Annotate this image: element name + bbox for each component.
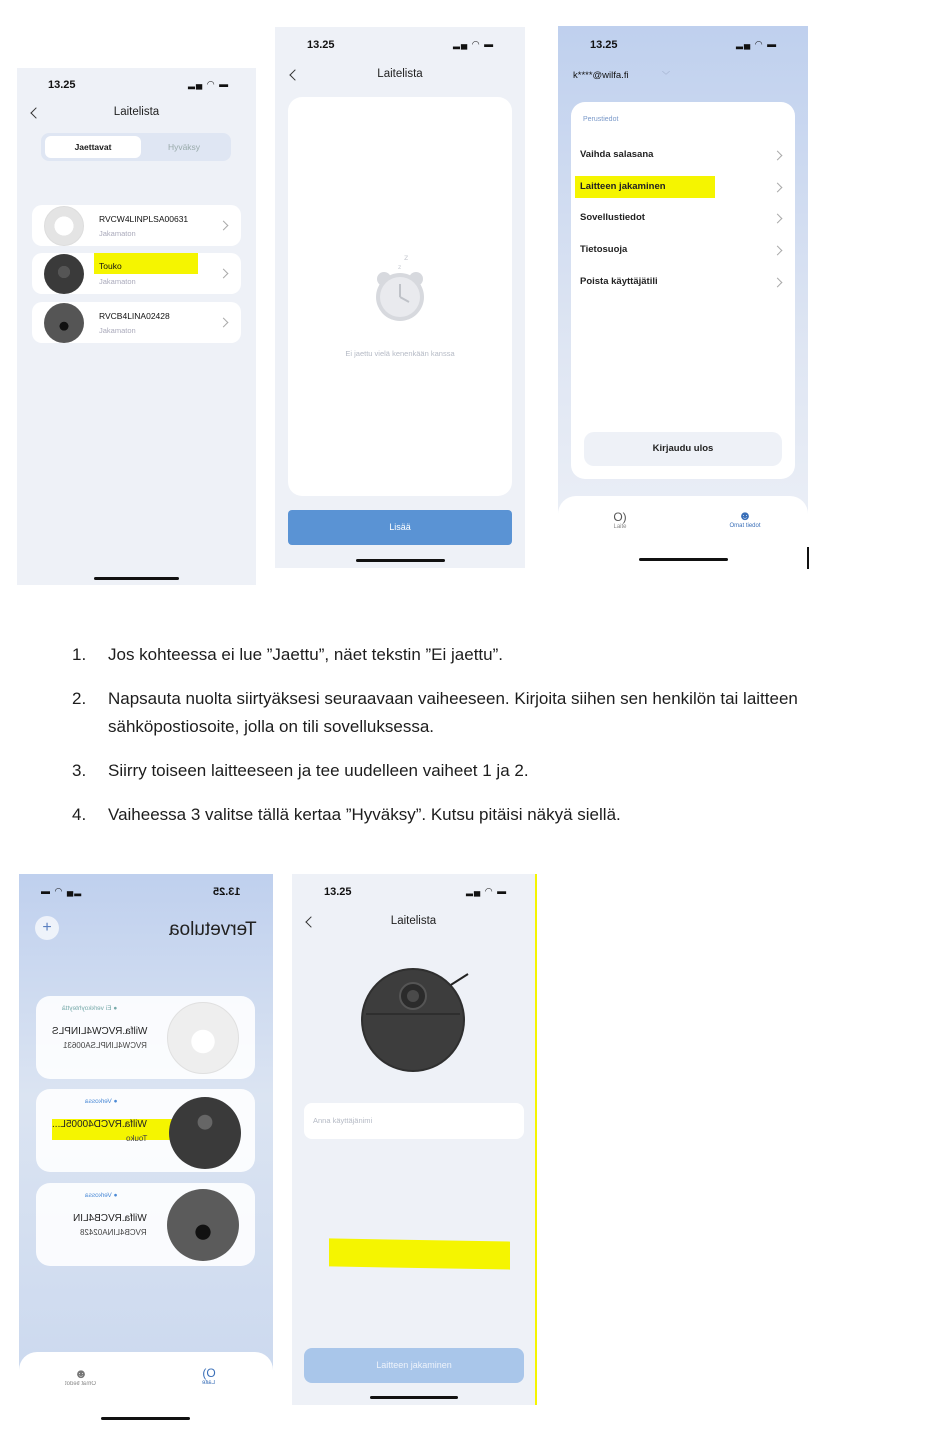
screenshot-profile	[558, 26, 808, 571]
tab-bar	[558, 496, 808, 571]
status-time: 13.25	[590, 39, 618, 51]
robot-white-icon	[44, 206, 84, 246]
chevron-right-icon	[773, 246, 783, 256]
logout-button[interactable]: Kirjaudu ulos	[584, 432, 782, 466]
chevron-right-icon	[219, 269, 229, 279]
tab-bar	[19, 1352, 273, 1429]
status-time: 13.25	[213, 886, 241, 898]
list-item	[72, 641, 922, 669]
chevron-right-icon	[773, 278, 783, 288]
device-name: Touko	[99, 261, 122, 271]
settings-card	[571, 102, 795, 479]
robot-black-icon	[44, 254, 84, 294]
list-item	[72, 801, 922, 829]
add-icon[interactable]: +	[35, 916, 59, 940]
robot-black-icon	[169, 1097, 241, 1169]
device-card[interactable]	[36, 1089, 255, 1172]
tab-label: Omat tiedot	[65, 1381, 97, 1387]
page-title: Laitelista	[390, 915, 437, 927]
tab-device[interactable]	[189, 1366, 229, 1386]
menu-delete-account[interactable]: Poista käyttäjätili	[580, 276, 658, 287]
chevron-right-icon	[773, 214, 783, 224]
device-card[interactable]	[36, 1183, 255, 1266]
home-indicator	[94, 577, 179, 580]
device-status: Jakamaton	[99, 277, 136, 286]
tab-device[interactable]	[600, 510, 640, 530]
list-item	[72, 685, 922, 741]
svg-text:z: z	[404, 253, 409, 262]
robot-white-icon	[167, 1002, 239, 1074]
step-text: Vaiheessa 3 valitse tällä kertaa ”Hyväksy”. Kutsu pitäisi näkyä siellä.	[108, 805, 621, 824]
add-button[interactable]: Lisää	[288, 510, 512, 545]
menu-privacy[interactable]: Tietosuoja	[580, 244, 628, 255]
device-status: ● Verkossa	[84, 1098, 117, 1105]
instruction-list	[72, 641, 922, 845]
share-list-card	[288, 97, 512, 496]
screenshot-share-device	[292, 874, 537, 1405]
device-status: ● Ei verkkoyhteyttä	[61, 1005, 117, 1012]
device-name: Wilfa.RVCD40005L...	[52, 1119, 147, 1130]
device-row[interactable]	[32, 205, 241, 246]
status-time: 13.25	[307, 39, 335, 51]
status-icons: ▂▄ ◠ ▬	[453, 39, 495, 49]
device-status: ● Verkossa	[84, 1192, 117, 1199]
robot-grey-icon	[167, 1189, 239, 1261]
page-title: Laitelista	[113, 106, 160, 118]
device-row[interactable]	[32, 253, 241, 294]
device-id: Touko	[125, 1134, 147, 1143]
tab-profile[interactable]	[723, 508, 767, 529]
step-number: 2.	[72, 689, 87, 708]
tab-label: Omat tiedot	[729, 523, 761, 529]
alarm-clock-icon	[368, 247, 432, 327]
home-indicator	[101, 1417, 190, 1420]
status-icons: ▂▄ ◠ ▬	[188, 79, 230, 89]
robot-grey-icon	[44, 303, 84, 343]
status-icons: ▂▄ ◠ ▬	[736, 39, 778, 49]
list-item	[72, 757, 922, 785]
user-icon: ☻	[738, 508, 752, 523]
empty-state-text: Ei jaettu vielä kenenkään kanssa	[345, 349, 455, 358]
home-indicator	[370, 1396, 458, 1399]
step-text: Siirry toiseen laitteeseen ja tee uudelleen vaiheet 1 ja 2.	[108, 761, 529, 780]
segmented-control	[41, 133, 231, 161]
status-icons: ▂▄ ◠ ▬	[466, 886, 508, 896]
account-email: k****@wilfa.fi	[573, 70, 629, 81]
robot-vacuum-icon	[356, 962, 476, 1074]
device-name: RVCW4LINPLSA00631	[99, 214, 189, 224]
status-time: 13.25	[48, 79, 76, 91]
step-number: 4.	[72, 805, 87, 824]
step-text: Napsauta nuolta siirtyäksesi seuraavaan vaiheeseen. Kirjoita siihen sen henkilön tai laitteen sähköpostiosoite, jolla on tili sovelluksessa.	[108, 689, 798, 736]
robot-icon: (O	[202, 1366, 216, 1380]
device-id: RVCB4LINA02428	[80, 1228, 147, 1237]
menu-change-password[interactable]: Vaihda salasana	[580, 149, 654, 160]
home-indicator	[639, 558, 728, 561]
tab-label: Laite	[613, 524, 627, 530]
status-time: 13.25	[324, 886, 352, 898]
chevron-right-icon	[219, 318, 229, 328]
tab-jaettavat[interactable]: Jaettavat	[45, 136, 141, 158]
divider	[807, 547, 809, 569]
device-status: Jakamaton	[99, 229, 136, 238]
section-title: Perustiedot	[583, 116, 619, 123]
page-title: Laitelista	[377, 68, 423, 80]
robot-icon: O)	[613, 510, 627, 524]
step-number: 3.	[72, 761, 87, 780]
user-icon: ☻	[74, 1366, 88, 1381]
chevron-right-icon	[219, 221, 229, 231]
highlight-mark	[329, 1238, 510, 1269]
chevron-right-icon	[773, 151, 783, 161]
device-name: Wilfa.RVCB4LIN	[73, 1213, 147, 1224]
tab-label: Laite	[202, 1380, 216, 1386]
device-row[interactable]	[32, 302, 241, 343]
home-indicator	[356, 559, 445, 562]
screenshot-share-list	[275, 27, 525, 568]
device-name: Wilfa.RVCW4LINPLS	[51, 1026, 147, 1037]
device-name: RVCB4LINA02428	[99, 311, 170, 321]
menu-device-sharing[interactable]: Laitteen jakaminen	[580, 181, 666, 192]
device-card[interactable]	[36, 996, 255, 1079]
chevron-right-icon	[773, 183, 783, 193]
chevron-down-icon[interactable]: ﹀	[662, 71, 670, 80]
page-title: Tervetuloa	[169, 919, 257, 940]
username-input[interactable]: Anna käyttäjänimi	[304, 1103, 524, 1139]
step-text: Jos kohteessa ei lue ”Jaettu”, näet tekstin ”Ei jaettu”.	[108, 645, 503, 664]
svg-text:z: z	[398, 264, 402, 271]
screenshot-device-list	[17, 68, 256, 585]
tab-profile[interactable]	[59, 1366, 103, 1387]
device-status: Jakamaton	[99, 326, 136, 335]
menu-app-info[interactable]: Sovellustiedot	[580, 212, 645, 223]
device-id: RVCW4LINPLSA00631	[63, 1041, 147, 1050]
status-icons: ▬ ◠ ▄▂	[41, 886, 83, 896]
share-device-button[interactable]: Laitteen jakaminen	[304, 1348, 524, 1383]
screenshot-home-mirrored	[19, 874, 273, 1429]
tab-hyvaksy[interactable]: Hyväksy	[167, 142, 201, 152]
step-number: 1.	[72, 645, 87, 664]
